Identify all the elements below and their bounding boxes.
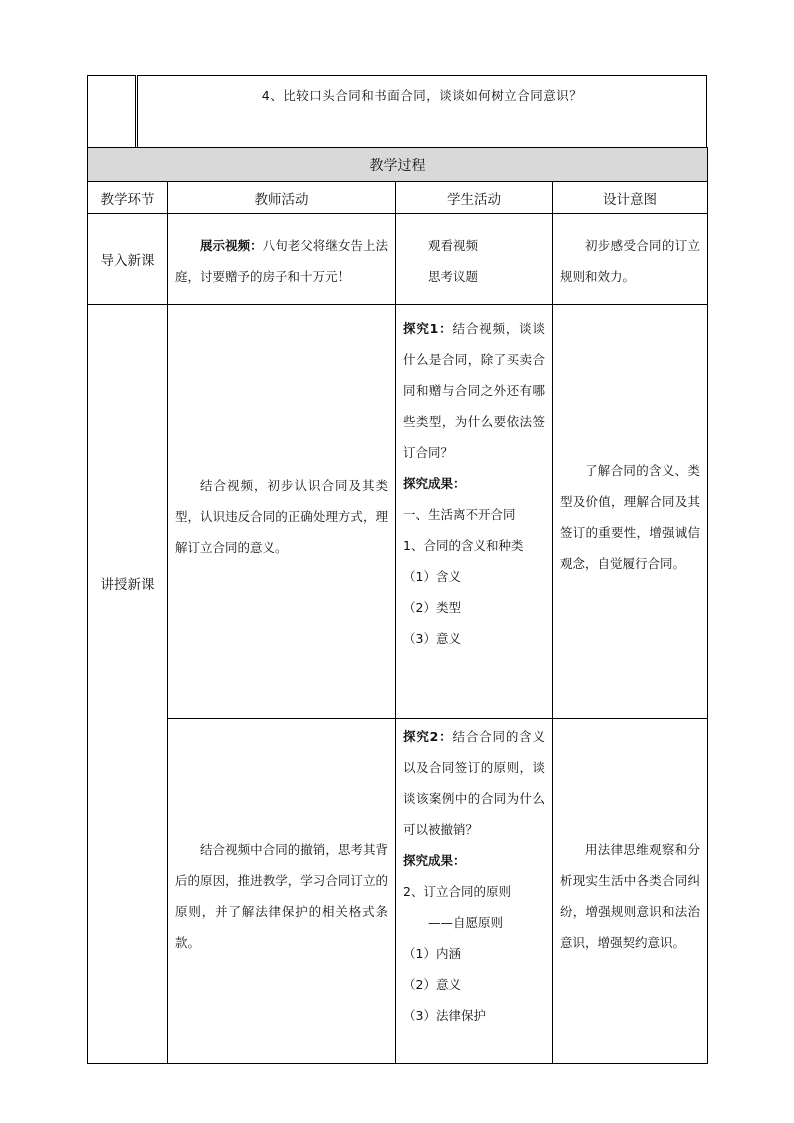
stage-lecture: 讲授新课 [88, 305, 168, 1064]
result2-line: （3）法律保护 [403, 1008, 486, 1023]
intro-student-cell [396, 214, 553, 305]
intro-teacher-text: 八旬老父将继女告上法庭，讨要赠予的房子和十万元！ [175, 238, 388, 284]
explore2-label: 探究2： [403, 729, 453, 744]
header-stage: 教学环节 [88, 182, 168, 214]
header-teacher: 教师活动 [168, 182, 396, 214]
header-design: 设计意图 [553, 182, 708, 214]
stage-intro: 导入新课 [88, 214, 168, 305]
intro-student-line: 思考议题 [428, 269, 479, 284]
intro-student-line: 观看视频 [428, 238, 479, 253]
explore1-label: 探究1： [403, 321, 453, 336]
top-table [87, 75, 707, 148]
explore2-text: 结合合同的含义以及合同签订的原则，谈谈该案例中的合同为什么可以被撤销？ [403, 729, 545, 837]
lecture2-design-cell [553, 719, 708, 1064]
lecture2-teacher-text: 结合视频中合同的撤销，思考其背后的原因，推进教学，学习合同订立的原则，并了解法律保护的相关格式条款。 [175, 842, 388, 950]
lecture1-student-cell [396, 305, 553, 719]
lecture1-design-text: 了解合同的含义、类型及价值，理解合同及其签订的重要性，增强诚信观念，自觉履行合同。 [560, 462, 700, 571]
lecture1-teacher-cell [168, 305, 396, 719]
lecture1-design-cell [553, 305, 708, 719]
result1-line: 一、生活离不开合同 [403, 507, 516, 522]
header-student: 学生活动 [396, 182, 553, 214]
result2-line: 2、订立合同的原则 [403, 884, 511, 899]
result1-label: 探究成果： [403, 476, 466, 491]
top-left-cell [88, 76, 137, 148]
intro-design-cell [553, 214, 708, 305]
discussion-item-4: 4、比较口头合同和书面合同，谈谈如何树立合同意识？ [137, 76, 707, 148]
intro-teacher-bold: 展示视频： [200, 238, 263, 253]
lecture1-teacher-text: 结合视频，初步认识合同及其类型，认识违反合同的正确处理方式，理解订立合同的意义。 [175, 478, 388, 555]
result2-line: （1）内涵 [403, 946, 461, 961]
intro-teacher-cell [168, 214, 396, 305]
result2-label: 探究成果： [403, 853, 466, 868]
lecture2-design-text: 用法律思维观察和分析现实生活中各类合同纠纷，增强规则意识和法治意识，增强契约意识。 [560, 842, 700, 950]
result1-line: （3）意义 [403, 631, 461, 646]
result2-line: ——自愿原则 [428, 915, 504, 930]
explore1-text: 结合视频，谈谈什么是合同，除了买卖合同和赠与合同之外还有哪些类型，为什么要依法签订合同？ [403, 321, 545, 460]
result1-line: 1、合同的含义和种类 [403, 538, 524, 553]
result2-line: （2）意义 [403, 977, 461, 992]
result1-line: （2）类型 [403, 600, 461, 615]
teaching-process-table [87, 147, 708, 1064]
lecture2-student-cell [396, 719, 553, 1064]
process-title: 教学过程 [88, 148, 708, 182]
intro-design-text: 初步感受合同的订立规则和效力。 [560, 238, 700, 284]
lecture2-teacher-cell [168, 719, 396, 1064]
result1-line: （1）含义 [403, 569, 461, 584]
